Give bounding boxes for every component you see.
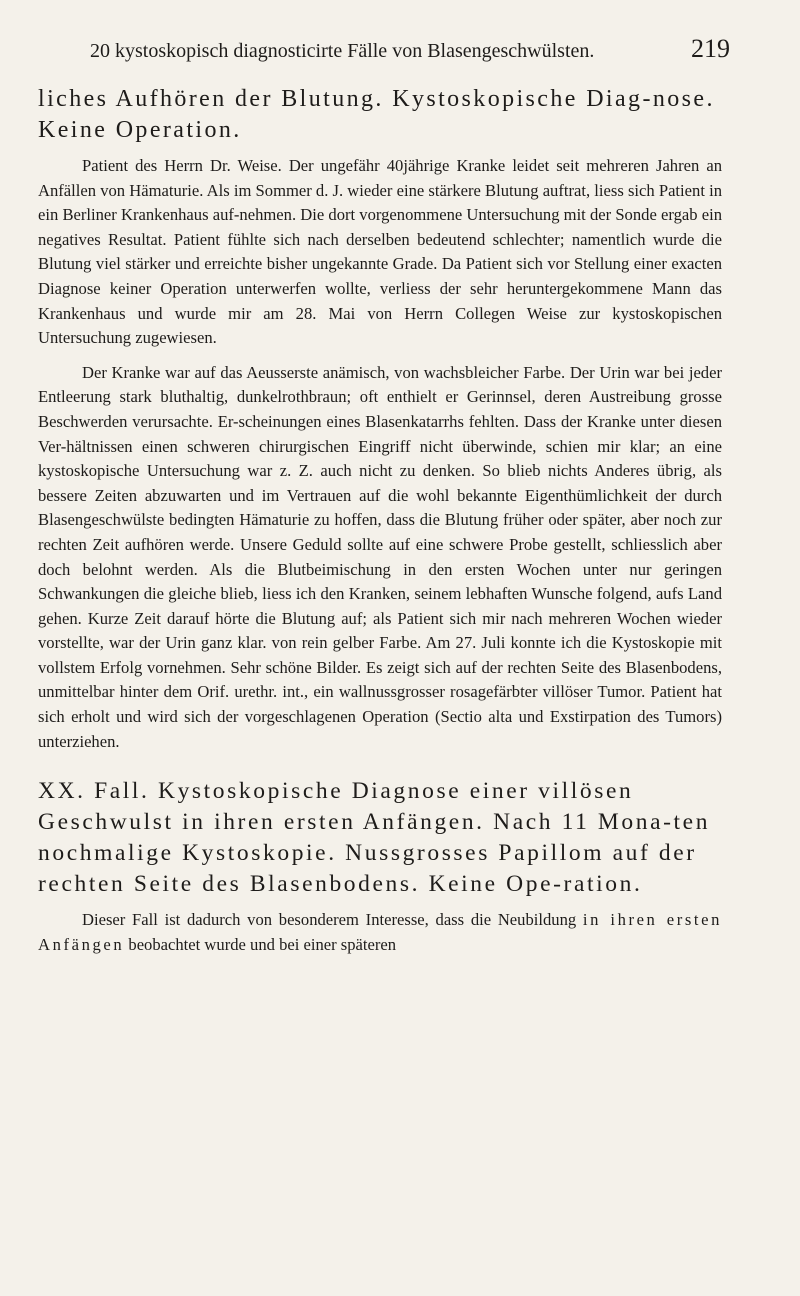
case-heading: XX. Fall. Kystoskopische Diagnose einer villösen Geschwulst in ihren ersten Anfängen. Nach 11 Mona-ten nochmalige Kystoskopie. Nussgrosses Papillom auf der rechten Seite des Blasenbodens. Keine Ope-ration. [38, 778, 711, 898]
case-heading-continued: liches Aufhören der Blutung. Kystoskopische Diag-nose. Keine Operation. [38, 86, 715, 143]
spaced-emphasis: in ihren ersten Anfängen [38, 910, 723, 954]
final-paragraph [38, 908, 722, 957]
page-number: 219 [691, 34, 730, 63]
running-head [38, 34, 730, 68]
chapter-title: 20 kystoskopisch diagnosticirte Fälle von Blasengeschwülsten. [90, 40, 595, 62]
body-paragraph: Der Kranke war auf das Aeusserste anämisch, von wachsbleicher Farbe. Der Urin war bei jeder Entleerung stark bluthaltig, dunkelrothbraun; oft enthielt er Gerinnsel, deren Austreibung grosse Beschwerden verursachte. Er-scheinungen eines Blasenkatarrhs fehlten. Dass der Kranke unter diesen Ver-hältnissen einen schweren chirurgischen Eingriff nicht überwinde, schien mir klar; an eine kystoskopische Untersuchung war z. Z. auch nicht zu denken. So blieb nichts Anderes übrig, als bessere Zeiten abzuwarten und im Vertrauen auf die wohl bekannte Eigenthümlichkeit der durch Blasengeschwülste bedingten Hämaturie zu hoffen, dass die Blutung früher oder später, aber noch zur rechten Zeit aufhören werde. Unsere Geduld sollte auf eine schwere Probe gestellt, schliesslich aber doch belohnt werden. Als die Blutbeimischung in den ersten Wochen unter nur geringen Schwankungen die gleiche blieb, liess ich den Kranken, seinem lebhaften Wunsche folgend, aufs Land gehen. Kurze Zeit darauf hörte die Blutung auf; als Patient sich mir nach mehreren Wochen wieder vorstellte, war der Urin ganz klar. von rein gelber Farbe. Am 27. Juli konnte ich die Kystoskopie mit vollstem Erfolg vornehmen. Sehr schöne Bilder. Es zeigt sich auf der rechten Seite des Blasenbodens, unmittelbar hinter dem Orif. urethr. int., ein wallnussgrosser rosagefärbter villöser Tumor. Patient hat sich erholt und wird sich der vorgeschlagenen Operation (Sectio alta und Exstirpation des Tumors) unterziehen. [38, 362, 722, 751]
final-paragraph-start: Dieser Fall ist dadurch von besonderem Interesse, dass die Neubildung [82, 910, 577, 930]
body-paragraph: Patient des Herrn Dr. Weise. Der ungefähr 40jährige Kranke leidet seit mehreren Jahren an Anfällen von Hämaturie. Als im Sommer d. J. wieder eine stärkere Blutung auftrat, liess sich Patient in ein Berliner Krankenhaus auf-nehmen. Die dort vorgenommene Untersuchung mit der Sonde ergab ein negatives Resultat. Patient fühlte sich nach derselben bedeutend schlechter; namentlich wurde die Blutung viel stärker und erreichte bisher ungekannte Grade. Da Patient sich vor Stellung einer exacten Diagnose keiner Operation unterwerfen wollte, verliess der sehr heruntergekommene Mann das Krankenhaus und wurde mir am 28. Mai von Herrn Collegen Weise zur kystoskopischen Untersuchung zugewiesen. [38, 156, 722, 348]
final-paragraph-end: beobachtet wurde und bei einer späteren [128, 934, 397, 954]
